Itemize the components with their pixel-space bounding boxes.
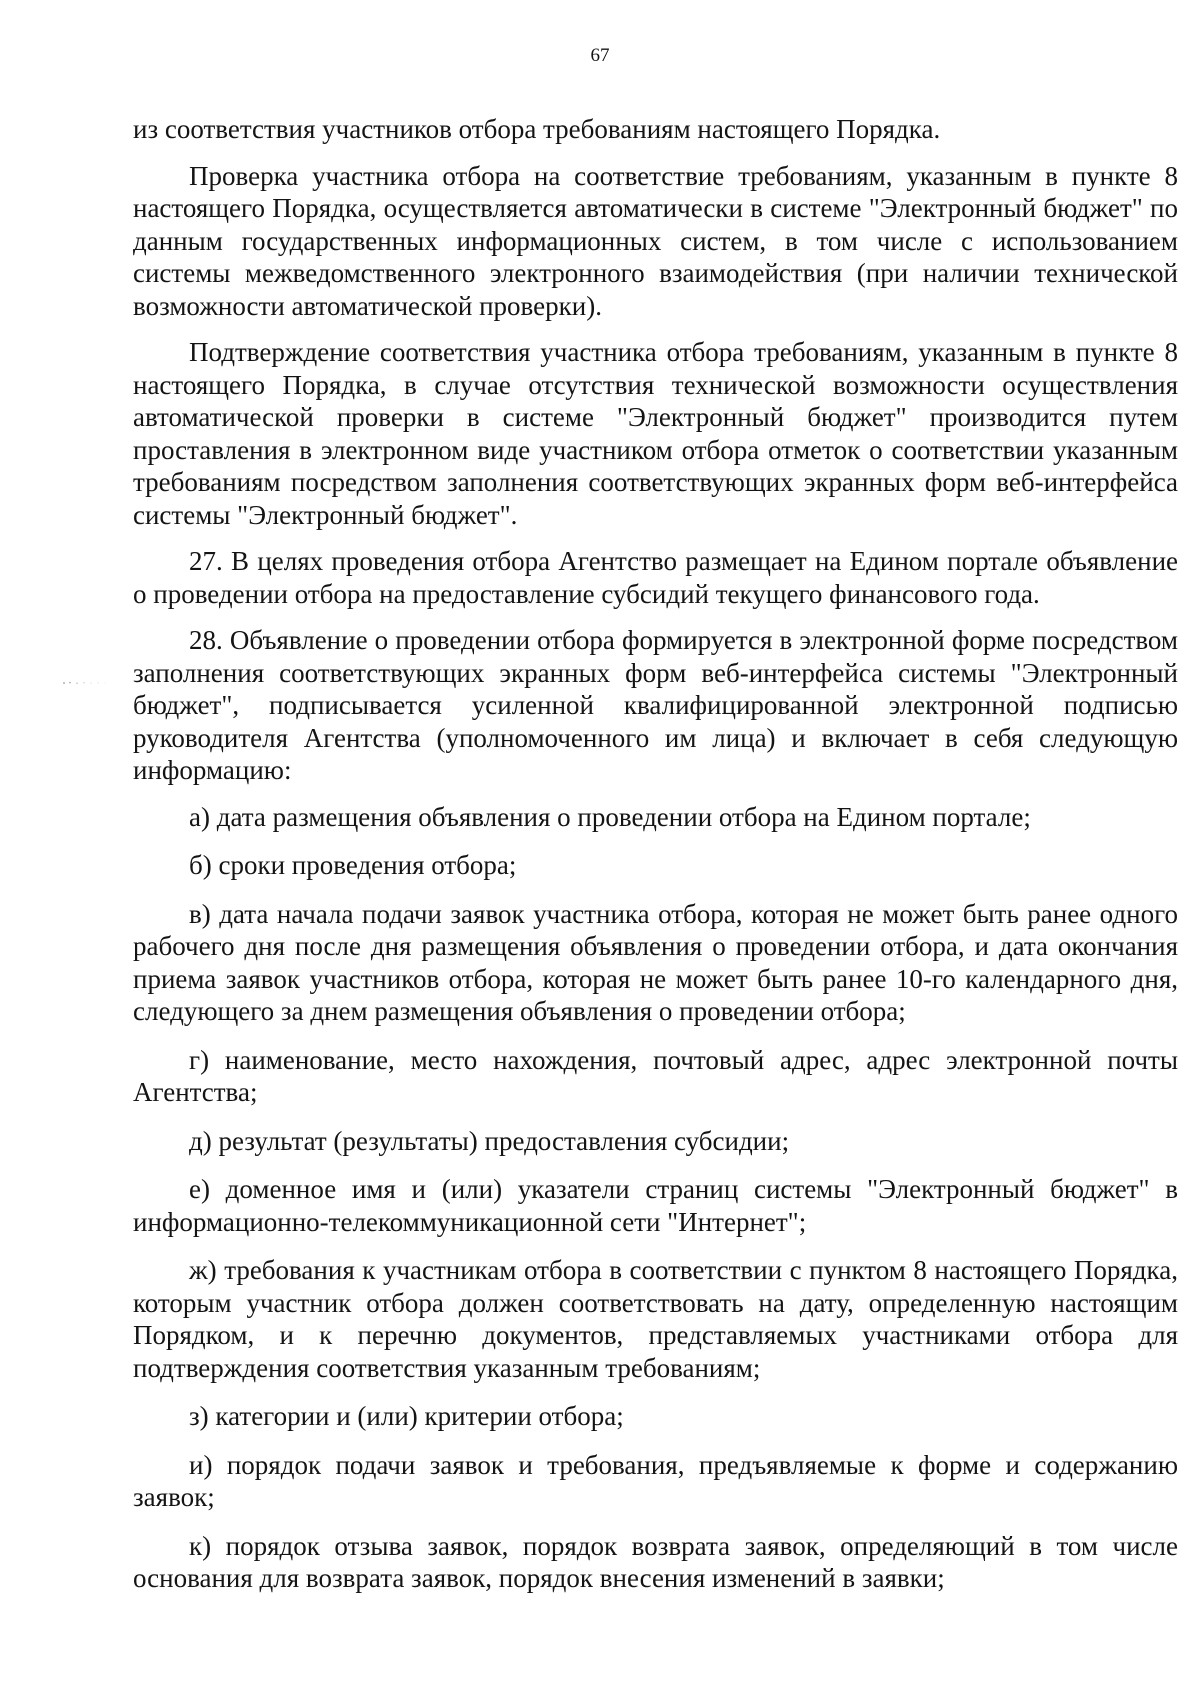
list-item-b: б) сроки проведения отбора;: [189, 850, 517, 880]
paragraph-clause-27: 27. В целях проведения отбора Агентство размещает на Едином портале объявление о проведении отбора на предоставление субсидий текущего финансового года.: [133, 546, 1178, 609]
list-item-z: з) категории и (или) критерии отбора;: [189, 1401, 624, 1431]
paragraph-continuation: из соответствия участников отбора требованиям настоящего Порядка.: [133, 114, 941, 144]
paragraph-clause-28: 28. Объявление о проведении отбора формируется в электронной форме посредством заполнения соответствующих экранных форм веб-интерфейса системы "Электронный бюджет", подписывается усиленной квалифицированной электронной подписью руководителя Агентства (уполномоченного им лица) и включает в себя следующую информацию:: [133, 625, 1178, 785]
list-item-k: к) порядок отзыва заявок, порядок возврата заявок, определяющий в том числе основания для возврата заявок, порядок внесения изменений в заявки;: [133, 1530, 1178, 1593]
document-body: [133, 113, 1178, 1611]
list-item-i: и) порядок подачи заявок и требования, предъявляемые к форме и содержанию заявок;: [133, 1449, 1178, 1512]
list-item-d: д) результат (результаты) предоставления субсидии;: [189, 1125, 790, 1156]
scan-artifact: [60, 680, 108, 686]
list-item-g: г) наименование, место нахождения, почтовый адрес, адрес электронной почты Агентства;: [133, 1044, 1178, 1107]
list-item-e: е) доменное имя и (или) указатели страниц системы "Электронный бюджет" в информационно-телекоммуникационной сети "Интернет";: [133, 1174, 1178, 1237]
paragraph-confirmation: Подтверждение соответствия участника отбора требованиям, указанным в пункте 8 настоящего Порядка, в случае отсутствия технической возможности осуществления автоматической проверки в системе "Электронный бюджет" производится путем проставления в электронном виде участником отбора отметок о соответствии указанным требованиям посредством заполнения соответствующих экранных форм веб-интерфейса системы "Электронный бюджет".: [133, 337, 1178, 530]
list-item-v: в) дата начала подачи заявок участника отбора, которая не может быть ранее одного рабочего дня после дня размещения объявления о проведении отбора, и дата окончания приема заявок участников отбора, которая не может быть ранее 10-го календарного дня, следующего за днем размещения объявления о проведении отбора;: [133, 898, 1178, 1026]
list-item-zh: ж) требования к участникам отбора в соответствии с пунктом 8 настоящего Порядка, которым участник отбора должен соответствовать на дату, определенную настоящим Порядком, и к перечню документов, представляемых участниками отбора для подтверждения соответствия указанным требованиям;: [133, 1255, 1178, 1383]
page-number: 67: [590, 45, 610, 66]
list-item-a: а) дата размещения объявления о проведении отбора на Едином портале;: [189, 801, 1031, 832]
paragraph-automatic-check: Проверка участника отбора на соответствие требованиям, указанным в пункте 8 настоящего Порядка, осуществляется автоматически в системе "Электронный бюджет" по данным государственных информационных систем, в том числе с использованием системы межведомственного электронного взаимодействия (при наличии технической возможности автоматической проверки).: [133, 160, 1178, 321]
